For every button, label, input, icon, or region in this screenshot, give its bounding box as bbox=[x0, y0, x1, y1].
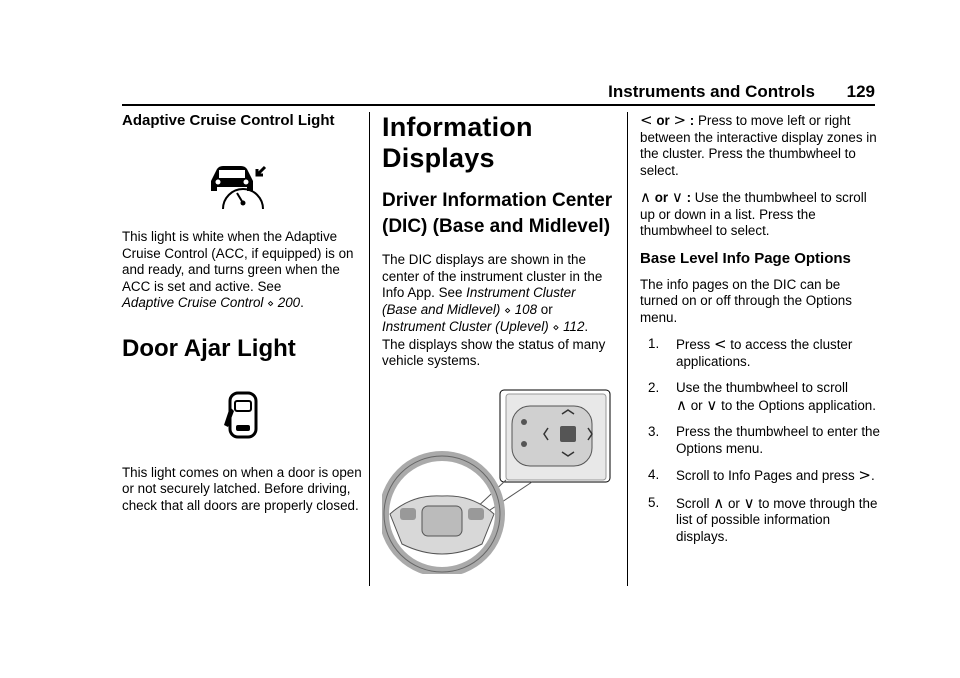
acc-light-icon bbox=[122, 159, 362, 211]
ref-108[interactable]: 108 bbox=[514, 301, 538, 317]
page-header bbox=[122, 82, 875, 106]
column-2 bbox=[382, 112, 614, 579]
down-arrow-icon: ∨ bbox=[743, 493, 755, 512]
list-item: 5. Scroll ∧ or ∨ to move through the list of possible information displays. bbox=[648, 493, 878, 544]
right-arrow-icon: > bbox=[673, 111, 687, 129]
left-arrow-icon: < bbox=[640, 111, 653, 129]
ref-icon: ⋄ bbox=[267, 298, 275, 310]
ref-112[interactable]: 112 bbox=[563, 319, 585, 334]
ref-icon: ⋄ bbox=[504, 304, 511, 317]
list-item: 1. Press < to access the cluster applications. bbox=[648, 335, 853, 369]
instrument-cluster-base-link[interactable]: Instrument Cluster (Base and Midlevel) bbox=[382, 285, 576, 317]
column-1 bbox=[122, 112, 362, 524]
options-steps bbox=[640, 336, 880, 545]
instrument-cluster-uplevel-link[interactable]: Instrument Cluster (Uplevel) bbox=[382, 319, 549, 334]
list-item: 4. Scroll to Info Pages and press >. bbox=[648, 466, 875, 484]
acc-page-ref[interactable]: 200 bbox=[277, 295, 301, 310]
right-arrow-icon: > bbox=[858, 466, 871, 484]
section-title: Instruments and Controls bbox=[608, 82, 815, 101]
left-right-description: < or > : Press to move left or right between the interactive display zones in the cluster. Press the thumbwheel to select. bbox=[640, 111, 877, 178]
up-down-description: ∧ or ∨ : Use the thumbwheel to scroll up or down in a list. Press the thumbwheel to select. bbox=[640, 188, 867, 238]
list-item: 3. Press the thumbwheel to enter the Options menu. bbox=[648, 424, 880, 456]
column-3 bbox=[640, 112, 880, 555]
door-description: This light comes on when a door is open or not securely latched. Before driving, check that all doors are properly closed. bbox=[122, 464, 362, 513]
dic-description: The DIC displays are shown in the center of the instrument cluster in the Info App. See Instrument Cluster (Base and Midlevel) ⋄ 108 or Instrument Cluster (Uplevel) ⋄ 112. The displays show the status of many vehicle systems. bbox=[382, 252, 606, 368]
up-arrow-icon: ∧ bbox=[676, 395, 687, 414]
door-ajar-icon bbox=[122, 391, 362, 441]
information-displays-title: Information Displays bbox=[382, 112, 533, 173]
acc-heading: Adaptive Cruise Control Light bbox=[122, 112, 335, 129]
dic-subtitle: Driver Information Center (DIC) (Base and Midlevel) bbox=[382, 190, 613, 237]
list-item: 2. Use the thumbwheel to scroll ∧ or ∨ to the Options application. bbox=[648, 380, 876, 414]
base-level-description: The info pages on the DIC can be turned on or off through the Options menu. bbox=[640, 276, 852, 325]
left-arrow-icon: < bbox=[713, 335, 727, 353]
up-arrow-icon: ∧ bbox=[640, 188, 651, 206]
up-arrow-icon: ∧ bbox=[713, 493, 725, 512]
steering-wheel-image bbox=[382, 384, 614, 579]
column-divider bbox=[369, 112, 370, 586]
page-number: 129 bbox=[846, 82, 875, 101]
base-level-heading: Base Level Info Page Options bbox=[640, 249, 851, 267]
acc-link[interactable]: Adaptive Cruise Control bbox=[122, 295, 264, 310]
column-divider bbox=[627, 112, 628, 586]
door-heading: Door Ajar Light bbox=[122, 334, 296, 362]
down-arrow-icon: ∨ bbox=[706, 395, 718, 414]
acc-description: This light is white when the Adaptive Cruise Control (ACC, if equipped) is on and ready, and turns green when the ACC is set and active. See Adaptive Cruise Control ⋄ 200. bbox=[122, 229, 354, 310]
down-arrow-icon: ∨ bbox=[671, 188, 683, 206]
ref-icon: ⋄ bbox=[552, 322, 560, 334]
